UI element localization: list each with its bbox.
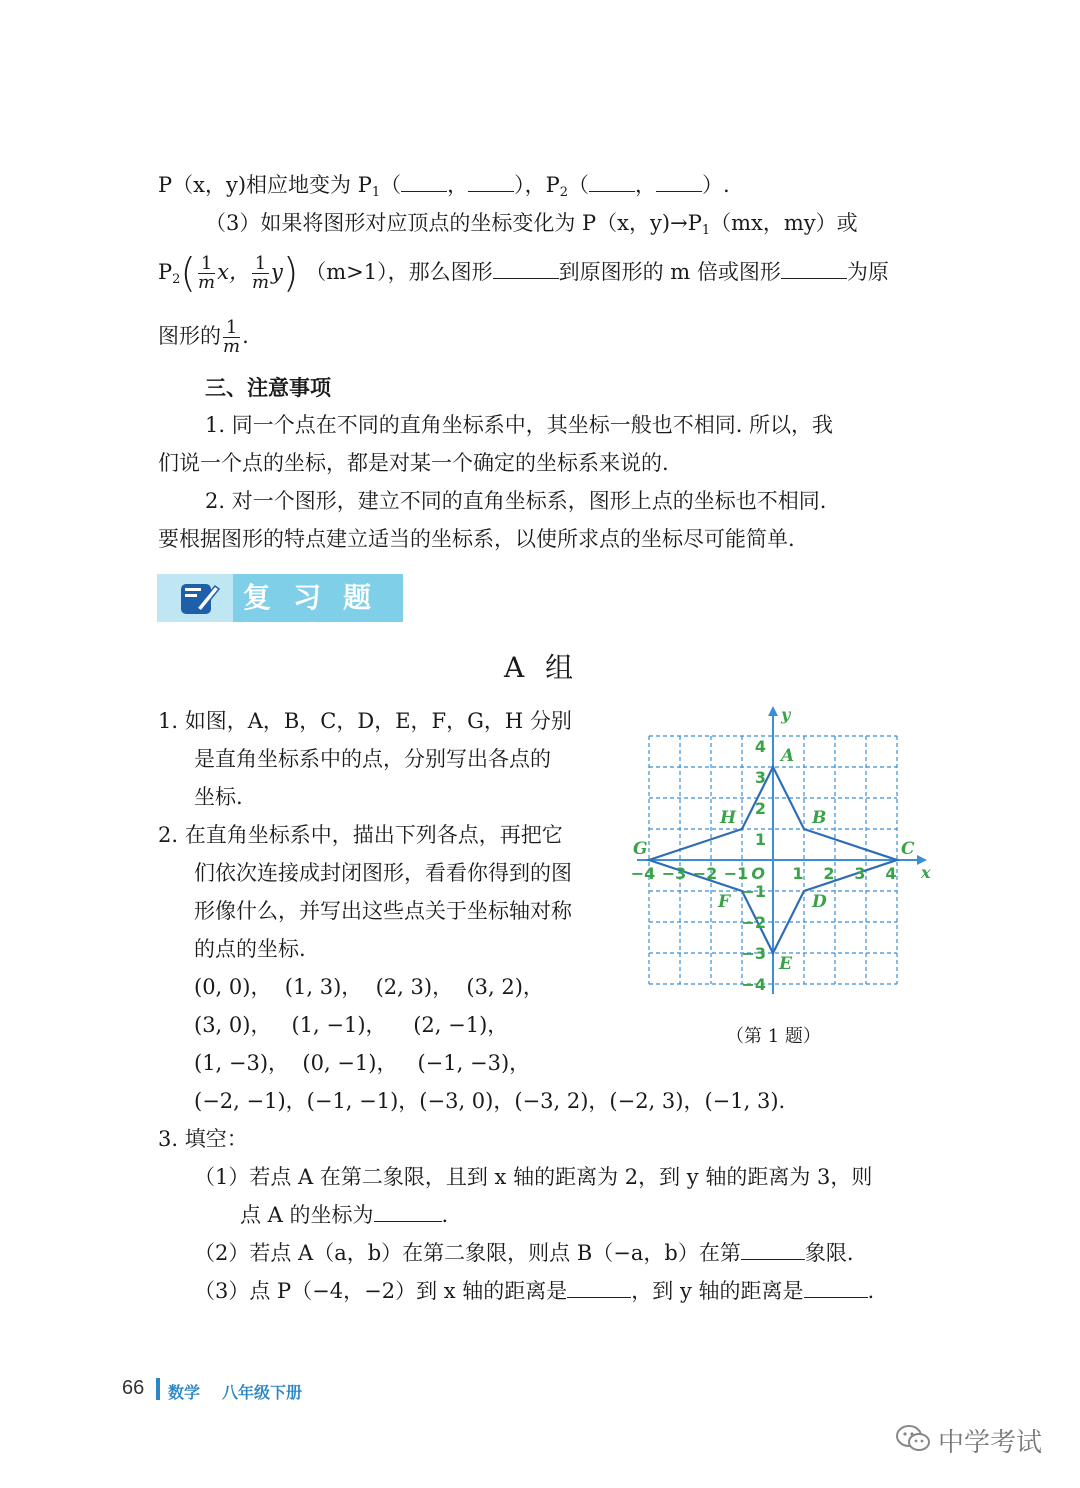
y-axis-label: y: [781, 705, 791, 724]
review-banner: [157, 574, 403, 622]
blank: [567, 1279, 631, 1298]
blank: [804, 1279, 868, 1298]
footer-divider: [156, 1378, 160, 1400]
y-tick-label: −1: [741, 882, 766, 901]
line-fraction-result: 图形的 $\frac{1}{m}$ .: [158, 317, 249, 357]
y-tick-label: 3: [754, 768, 766, 787]
blank: [589, 173, 635, 192]
fraction-1-over-m: $\frac{1}{m}$: [223, 317, 241, 357]
figure-caption: （第 1 题）: [726, 1026, 821, 1047]
banner-title: 复习题: [233, 574, 403, 622]
problem-1-line-3: 坐标.: [194, 785, 243, 809]
footer-book: 八年级下册: [222, 1383, 303, 1402]
x-tick-label: 1: [792, 864, 804, 883]
problem-2-line-4: 的点的坐标.: [194, 937, 306, 961]
problem-1-line-1: 1. 如图，A，B，C，D，E，F，G，H 分别: [158, 709, 572, 733]
blank: [493, 260, 559, 279]
note-1-line-a: 1. 同一个点在不同的直角坐标系中，其坐标一般也不相同. 所以，我: [205, 413, 834, 437]
coordinate-chart: [620, 705, 931, 1015]
blank: [401, 173, 447, 192]
problem-3-3: （3）点 P（−4，−2）到 x 轴的距离是 ，到 y 轴的距离是 .: [194, 1279, 875, 1303]
section-heading: 三、注意事项: [205, 376, 331, 400]
problem-2-line-3: 形像什么，并写出这些点关于坐标轴对称: [194, 899, 572, 923]
x-tick-label: −1: [723, 864, 749, 883]
coords-line-1: (0, 0)， (1, 3)， (2, 3)， (3, 2)，: [194, 975, 544, 999]
x-tick-label: 3: [854, 864, 866, 883]
problem-3-title: 3. 填空：: [158, 1127, 248, 1151]
fraction-1-over-m: $\frac{1}{m}$: [251, 253, 270, 293]
blank: [656, 173, 702, 192]
y-tick-label: −4: [741, 975, 766, 994]
page-number: 66: [122, 1377, 145, 1399]
y-tick-label: 2: [754, 799, 766, 818]
blank: [468, 173, 514, 192]
blank: [374, 1203, 442, 1222]
problem-3-1-line-a: （1）若点 A 在第二象限，且到 x 轴的距离为 2，到 y 轴的距离为 3，则: [194, 1165, 873, 1189]
x-tick-label: −4: [630, 864, 656, 883]
fraction-1-over-m: $\frac{1}{m}$: [198, 253, 216, 293]
coords-line-3: (1, −3)， (0, −1)， (−1, −3)，: [194, 1051, 531, 1075]
problem-2-line-2: 们依次连接成封闭图形，看看你得到的图: [194, 861, 572, 885]
note-1-line-b: 们说一个点的坐标，都是对某一个确定的坐标系来说的.: [158, 451, 669, 475]
problem-1-line-2: 是直角坐标系中的点，分别写出各点的: [194, 747, 551, 771]
item-3-line: （3）如果将图形对应顶点的坐标变化为 P（x，$y)\to P_1(mx$，my）或: [205, 211, 858, 238]
point-label: H: [720, 808, 737, 828]
coords-line-4: (−2, −1)，(−1, −1)，(−3, 0)，(−3, 2)，(−2, 3)，(−1, 3).: [194, 1089, 786, 1113]
point-label: B: [812, 808, 827, 828]
y-tick-label: 1: [754, 830, 766, 849]
point-label: C: [901, 839, 915, 859]
scale-line: $P_2$( $\frac{1}{m}$ x， $\frac{1}{m}$ y) （m>1），那么图形 到原图形的 m 倍或图形 为原: [158, 250, 889, 297]
blank: [741, 1241, 805, 1260]
x-tick-label: −2: [692, 864, 718, 883]
wechat-icon: [895, 1424, 931, 1459]
point-label: E: [779, 954, 792, 974]
y-tick-label: −3: [741, 944, 766, 963]
problem-3-1-line-b: 点 A 的坐标为 .: [240, 1203, 449, 1227]
problem-3-2: （2）若点 A（a，b）在第二象限，则点 B（−a，b）在第 象限.: [194, 1241, 854, 1265]
line-p-transform: P（x，y)相应地变为 $P_1$（ ， ），$P_2$（ ， ）.: [158, 173, 730, 200]
note-2-line-b: 要根据图形的特点建立适当的坐标系，以使所求点的坐标尽可能简单.: [158, 527, 795, 551]
y-tick-label: −2: [741, 913, 766, 932]
note-2-line-a: 2. 对一个图形，建立不同的直角坐标系，图形上点的坐标也不相同.: [205, 489, 827, 513]
group-title: A 组: [504, 651, 580, 684]
y-axis-arrow: [768, 706, 778, 716]
point-label: A: [781, 746, 795, 766]
coords-line-2: (3, 0)， (1, −1)， (2, −1)，: [194, 1013, 509, 1037]
footer-subject: 数学: [168, 1383, 201, 1402]
y-tick-label: 4: [754, 737, 766, 756]
point-label: G: [633, 839, 648, 859]
blank: [781, 260, 847, 279]
x-tick-label: 4: [885, 864, 897, 883]
origin-label: O: [751, 864, 765, 883]
point-label: D: [812, 892, 827, 912]
notebook-pen-icon: [167, 576, 227, 620]
x-tick-label: 2: [823, 864, 835, 883]
watermark-text: 中学考试: [938, 1428, 1043, 1458]
x-tick-label: −3: [661, 864, 687, 883]
point-label: F: [718, 892, 731, 912]
problem-2-line-1: 2. 在直角坐标系中，描出下列各点，再把它: [158, 823, 563, 847]
x-axis-label: x: [921, 863, 931, 882]
